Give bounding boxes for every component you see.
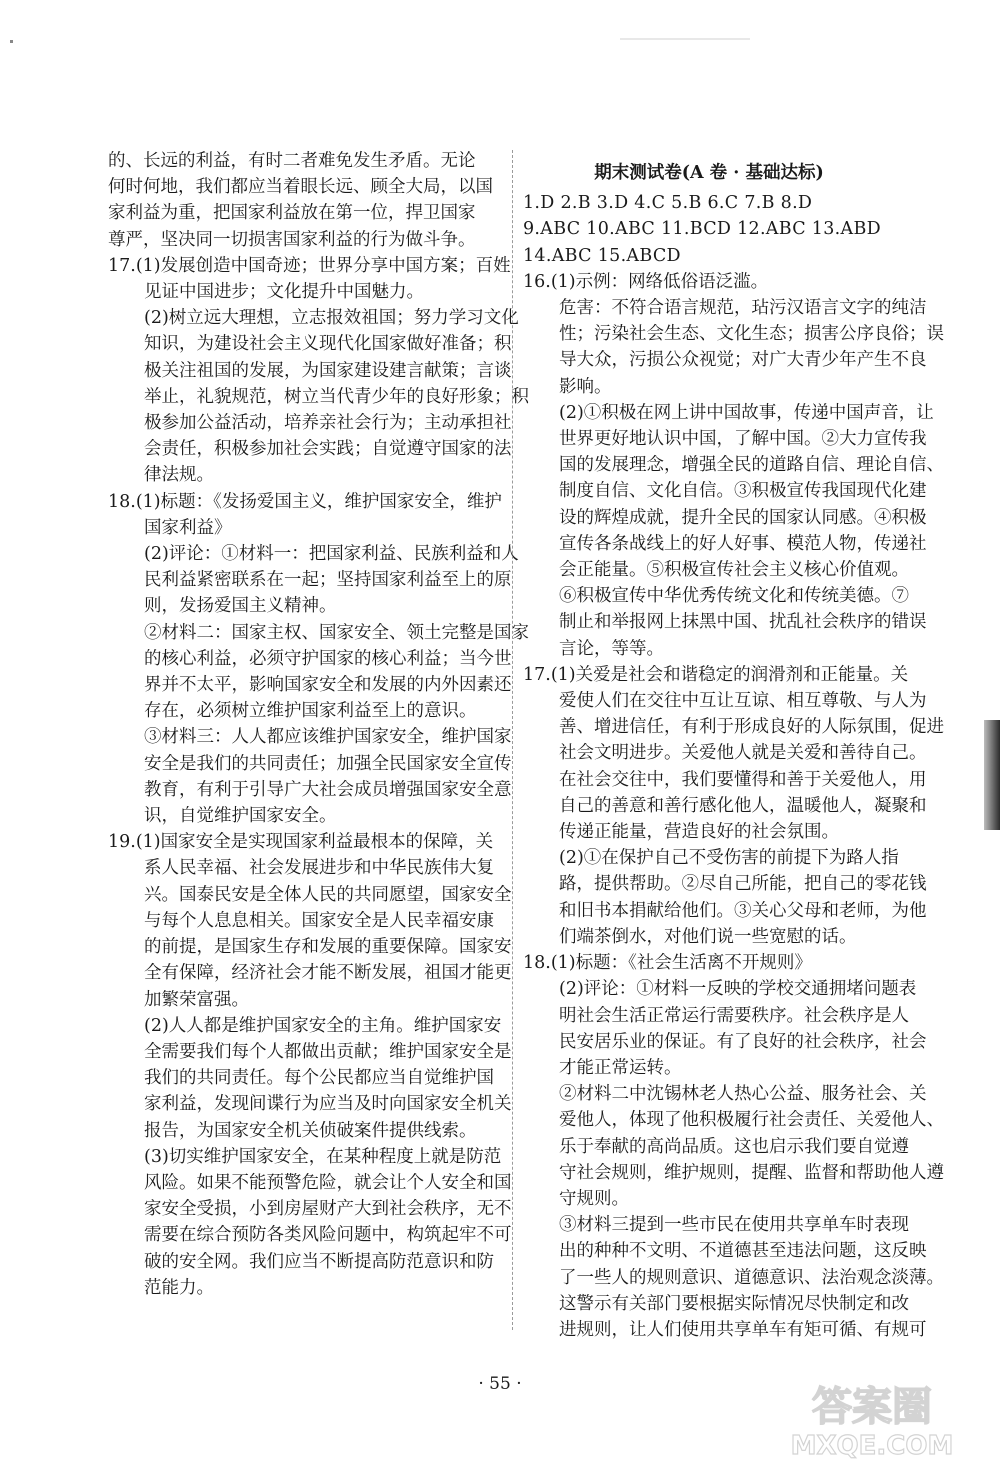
right-text-line: ②材料二中沈锡林老人热心公益、服务社会、关	[559, 1084, 927, 1105]
right-text-line: 社会文明进步。关爱他人就是关爱和善待自己。	[559, 743, 927, 764]
left-text-line: 家利益为重，把国家利益放在第一位，捍卫国家	[108, 203, 476, 224]
right-text-line: 危害：不符合语言规范，玷污汉语言文字的纯洁	[559, 298, 927, 319]
left-text-line: 举止，礼貌规范，树立当代青少年的良好形象；积	[144, 386, 529, 407]
left-text-line: (2)树立远大理想，立志报效祖国；努力学习文化	[144, 308, 519, 329]
right-text-line: 爱他人，体现了他积极履行社会责任、关爱他人、	[559, 1110, 944, 1131]
left-text-line: 需要在综合预防各类风险问题中，构筑起牢不可	[144, 1225, 512, 1246]
scan-smudge	[620, 38, 750, 40]
right-text-line: 17.(1)关爱是社会和谐稳定的润滑剂和正能量。关	[523, 664, 909, 685]
right-text-line: 设的辉煌成就，提升全民的国家认同感。④积极	[559, 507, 927, 528]
left-text-line: 民利益紧密联系在一起；坚持国家利益至上的原	[144, 570, 512, 591]
left-text-line: 律法规。	[144, 465, 214, 486]
right-text-line: 自己的善意和善行感化他人，温暖他人，凝聚和	[559, 795, 927, 816]
left-text-line: 17.(1)发展创造中国奇迹；世界分享中国方案；百姓	[108, 255, 511, 276]
watermark-logo	[752, 1376, 992, 1460]
left-column	[108, 148, 529, 1301]
right-text-line: 善、增进信任，有利于形成良好的人际氛围，促进	[559, 717, 944, 738]
right-text-line: 制度自信、文化自信。③积极宣传我国现代化建	[559, 481, 927, 502]
left-text-line: 19.(1)国家安全是实现国家利益最根本的保障，关	[108, 832, 494, 853]
right-text-line: 言论，等等。	[559, 638, 664, 659]
right-text-line: 明社会生活正常运行需要秩序。社会秩序是人	[559, 1005, 909, 1026]
right-text-line: 18.(1)标题：《社会生活离不开规则》	[523, 953, 812, 974]
left-text-line: 的前提，是国家生存和发展的重要保障。国家安	[144, 937, 512, 958]
right-text-line: 民安居乐业的保证。有了良好的社会秩序，社会	[559, 1031, 927, 1052]
left-text-line: ②材料二：国家主权、国家安全、领土完整是国家	[144, 622, 529, 643]
left-text-line: 教育，有利于引导广大社会成员增强国家安全意	[144, 779, 512, 800]
left-text-line: 安全是我们的共同责任；加强全民国家安全宣传	[144, 753, 512, 774]
multiple-choice-answers	[523, 190, 895, 269]
left-text-line: (2)评论：①材料一：把国家利益、民族利益和人	[144, 544, 519, 565]
left-text-line: 会责任，积极参加社会实践；自觉遵守国家的法	[144, 439, 512, 460]
right-text-line: 宣传各条战线上的好人好事、模范人物，传递社	[559, 533, 927, 554]
left-text-line: 则，发扬爱国主义精神。	[144, 596, 337, 617]
left-text-line: (3)切实维护国家安全，在某种程度上就是防范	[144, 1146, 502, 1167]
right-text-line: 路，提供帮助。②尽自己所能，把自己的零花钱	[559, 874, 927, 895]
answer-row: 1.D 2.B 3.D 4.C 5.B 6.C 7.B 8.D	[523, 193, 813, 214]
left-text-line: 兴。国泰民安是全体人民的共同愿望，国家安全	[144, 884, 512, 905]
left-text-line: 风险。如果不能预警危险，就会让个人安全和国	[144, 1172, 512, 1193]
left-text-line: 极参加公益活动，培养亲社会行为；主动承担社	[144, 413, 512, 434]
left-text-line: 知识，为建设社会主义现代化国家做好准备；积	[144, 334, 512, 355]
left-text-line: 存在，必须树立维护国家利益至上的意识。	[144, 701, 477, 722]
right-text-line: 影响。	[559, 376, 612, 397]
left-text-line: 界并不太平，影响国家安全和发展的内外因素还	[144, 675, 512, 696]
left-text-line: 家利益，发现间谍行为应当及时向国家安全机关	[144, 1094, 512, 1115]
left-text-line: 范能力。	[144, 1277, 214, 1298]
right-column-body	[523, 269, 944, 1343]
right-text-line: 乐于奉献的高尚品质。这也启示我们要自觉遵	[559, 1136, 909, 1157]
left-text-line: 的核心利益，必须守护国家的核心利益；当今世	[144, 648, 512, 669]
left-text-line: (2)人人都是维护国家安全的主角。维护国家安	[144, 1015, 502, 1036]
right-text-line: 会正能量。⑤积极宣传社会主义核心价值观。	[559, 560, 909, 581]
page-number: · 55 ·	[478, 1374, 522, 1394]
right-text-line: 世界更好地认识中国，了解中国。②大力宣传我	[559, 429, 927, 450]
right-text-line: (2)评论：①材料一反映的学校交通拥堵问题表	[559, 979, 917, 1000]
right-text-line: 爱使人们在交往中互让互谅、相互尊敬、与人为	[559, 691, 927, 712]
left-text-line: 极关注祖国的发展，为国家建设建言献策；言谈	[144, 360, 512, 381]
right-text-line: 16.(1)示例：网络低俗语泛滥。	[523, 271, 769, 292]
right-text-line: 守社会规则，维护规则，提醒、监督和帮助他人遵	[559, 1162, 944, 1183]
right-text-line: ③材料三提到一些市民在使用共享单车时表现	[559, 1215, 909, 1236]
watermark-text-main: 答案圈	[812, 1384, 932, 1430]
watermark-text-url: MXQE.COM	[790, 1431, 954, 1460]
left-text-line: 加繁荣富强。	[144, 989, 249, 1010]
right-text-line: 出的种种不文明、不道德甚至违法问题，这反映	[559, 1241, 927, 1262]
right-text-line: 了一些人的规则意识、道德意识、法治观念淡薄。	[559, 1267, 944, 1288]
right-text-line: (2)①在保护自己不受伤害的前提下为路人指	[559, 848, 899, 869]
left-text-line: 尊严，坚决同一切损害国家利益的行为做斗争。	[108, 229, 476, 250]
right-text-line: 导大众，污损公众视觉；对广大青少年产生不良	[559, 350, 927, 371]
left-text-line: 全需要我们每个人都做出贡献；维护国家安全是	[144, 1041, 512, 1062]
right-text-line: (2)①积极在网上讲中国故事，传递中国声音，让	[559, 402, 934, 423]
left-text-line: 18.(1)标题：《发扬爱国主义，维护国家安全，维护	[108, 491, 502, 512]
right-text-line: ⑥积极宣传中华优秀传统文化和传统美德。⑦	[559, 586, 909, 607]
right-text-line: 和旧书本捐献给他们。③关心父母和老师，为他	[559, 900, 927, 921]
right-text-line: 这警示有关部门要根据实际情况尽快制定和改	[559, 1293, 909, 1314]
left-text-line: 全有保障，经济社会才能不断发展，祖国才能更	[144, 963, 512, 984]
left-text-line: 报告，为国家安全机关侦破案件提供线索。	[144, 1120, 477, 1141]
left-text-line: 家安全受损，小到房屋财产大到社会秩序，无不	[144, 1199, 512, 1220]
right-text-line: 国的发展理念，增强全民的道路自信、理论自信、	[559, 455, 944, 476]
left-text-line: 我们的共同责任。每个公民都应当自觉维护国	[144, 1068, 494, 1089]
scan-dot	[10, 40, 13, 43]
left-text-line: 破的安全网。我们应当不断提高防范意识和防	[144, 1251, 494, 1272]
right-text-line: 们端茶倒水，对他们说一些宽慰的话。	[559, 926, 857, 947]
left-text-line: 国家利益》	[144, 517, 232, 538]
right-text-line: 性；污染社会生态、文化生态；损害公序良俗；误	[559, 324, 944, 345]
left-text-line: 识，自觉维护国家安全。	[144, 806, 337, 827]
answer-row: 14.ABC 15.ABCD	[523, 245, 681, 266]
left-text-line: ③材料三：人人都应该维护国家安全，维护国家	[144, 727, 512, 748]
left-text-line: 何时何地，我们都应当着眼长远、顾全大局，以国	[108, 177, 493, 198]
right-text-line: 制止和举报网上抹黑中国、扰乱社会秩序的错误	[559, 612, 927, 633]
right-text-line: 才能正常运转。	[559, 1057, 682, 1078]
right-column	[523, 160, 944, 1343]
left-text-line: 见证中国进步；文化提升中国魅力。	[144, 282, 424, 303]
page-edge-shadow	[984, 720, 1000, 830]
right-text-line: 传递正能量，营造良好的社会氛围。	[559, 822, 839, 843]
left-text-line: 系人民幸福、社会发展进步和中华民族伟大复	[144, 858, 494, 879]
left-text-line: 的、长远的利益，有时二者难免发生矛盾。无论	[108, 151, 476, 171]
answer-row: 9.ABC 10.ABC 11.BCD 12.ABC 13.ABD	[523, 219, 881, 240]
right-text-line: 守规则。	[559, 1188, 629, 1209]
right-text-line: 进规则，让人们使用共享单车有矩可循、有规可	[559, 1319, 927, 1340]
right-text-line: 在社会交往中，我们要懂得和善于关爱他人，用	[559, 769, 927, 790]
section-title: 期末测试卷(A 卷 · 基础达标)	[594, 163, 824, 183]
column-divider	[512, 150, 513, 1330]
left-text-line: 与每个人息息相关。国家安全是人民幸福安康	[144, 910, 494, 931]
